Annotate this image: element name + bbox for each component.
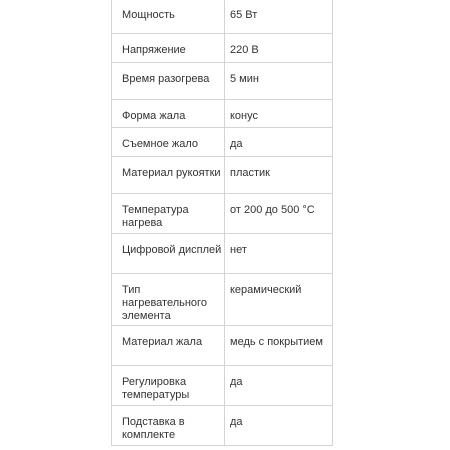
- spec-name: Время разогрева: [112, 63, 225, 100]
- spec-row-heatup-time: [112, 63, 333, 100]
- spec-value: 5 мин: [225, 63, 333, 100]
- spec-value: нет: [225, 234, 333, 274]
- spec-name: Материал рукоятки: [112, 157, 225, 194]
- spec-row-removable-tip: [112, 128, 333, 157]
- spec-value: да: [225, 128, 333, 157]
- spec-name: Регулировка температуры: [112, 366, 225, 406]
- spec-row-voltage: [112, 34, 333, 63]
- spec-value: от 200 до 500 °C: [225, 194, 333, 234]
- spec-row-temperature-control: [112, 366, 333, 406]
- spec-name: Форма жала: [112, 100, 225, 128]
- spec-value: да: [225, 406, 333, 446]
- spec-value: керамический: [225, 274, 333, 326]
- spec-row-handle-material: [112, 157, 333, 194]
- spec-value: медь с покрытием: [225, 326, 333, 366]
- spec-name: Цифровой дисплей: [112, 234, 225, 274]
- spec-name: Мощность: [112, 0, 225, 34]
- spec-row-tip-shape: [112, 100, 333, 128]
- spec-value: пластик: [225, 157, 333, 194]
- specs-table: [111, 0, 333, 446]
- spec-row-power: [112, 0, 333, 34]
- spec-row-stand-included: [112, 406, 333, 446]
- spec-row-tip-material: [112, 326, 333, 366]
- spec-name: Материал жала: [112, 326, 225, 366]
- spec-value: да: [225, 366, 333, 406]
- spec-row-heating-temperature: [112, 194, 333, 234]
- spec-value: 220 В: [225, 34, 333, 63]
- spec-name: Напряжение: [112, 34, 225, 63]
- spec-name: Съемное жало: [112, 128, 225, 157]
- spec-row-digital-display: [112, 234, 333, 274]
- spec-value: 65 Вт: [225, 0, 333, 34]
- spec-value: конус: [225, 100, 333, 128]
- spec-name: Температура нагрева: [112, 194, 225, 234]
- spec-name: Подставка в комплекте: [112, 406, 225, 446]
- spec-name: Тип нагревательного элемента: [112, 274, 225, 326]
- spec-row-heating-element-type: [112, 274, 333, 326]
